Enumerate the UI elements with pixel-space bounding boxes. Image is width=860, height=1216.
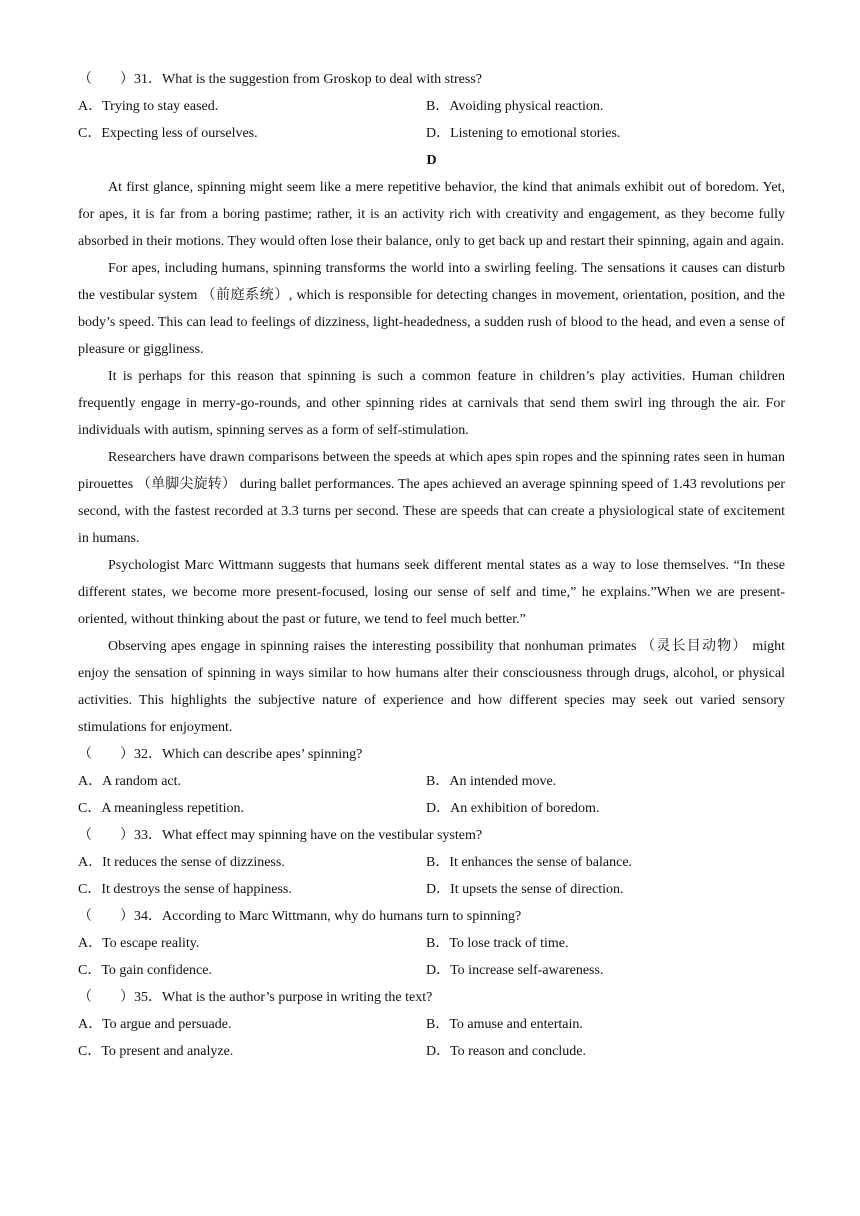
option-d: D．It upsets the sense of direction. — [426, 882, 624, 897]
question-31-options-row-1 — [78, 93, 785, 120]
option-d: D．Listening to emotional stories. — [426, 126, 621, 141]
document-page — [78, 66, 785, 1065]
question-35-options-row-1 — [78, 1011, 785, 1038]
question-31-options-row-2 — [78, 120, 785, 147]
question-33-stem: （ ）33．What effect may spinning have on the vestibular system? — [78, 828, 483, 843]
option-b: B．An intended move. — [426, 774, 557, 789]
question-34-options-row-2 — [78, 957, 785, 984]
option-a: A．A random act. — [78, 774, 182, 789]
option-a: A．Trying to stay eased. — [78, 99, 219, 114]
option-b: B．To lose track of time. — [426, 936, 569, 951]
passage-paragraph-3: It is perhaps for this reason that spinning is such a common feature in children’s play activities. Human children frequently engage in merry-go-rounds, and other spinning rides at carnivals that send them swirl ing through the air. For individuals with autism, spinning serves as a form of self-stimulation. — [78, 369, 785, 438]
option-d: D．To reason and conclude. — [426, 1044, 586, 1059]
option-c: C．To present and analyze. — [78, 1044, 234, 1059]
section-heading: D — [426, 153, 437, 168]
question-32-options-row-1 — [78, 768, 785, 795]
question-33-options-row-1 — [78, 849, 785, 876]
question-34-stem: （ ）34．According to Marc Wittmann, why do humans turn to spinning? — [78, 909, 522, 924]
option-c: C．Expecting less of ourselves. — [78, 126, 258, 141]
question-35-options-row-2 — [78, 1038, 785, 1065]
option-b: B．Avoiding physical reaction. — [426, 99, 604, 114]
option-a: A．To escape reality. — [78, 936, 200, 951]
question-35-stem: （ ）35．What is the author’s purpose in writing the text? — [78, 990, 433, 1005]
passage-paragraph-2: For apes, including humans, spinning transforms the world into a swirling feeling. The sensations it causes can disturb the vestibular system （前庭系统）, which is responsible for detecting changes in movement, orientation, position, and the body’s speed. This can lead to feelings of dizziness, light-headedness, a sudden rush of blood to the head, and even a sense of pleasure or giggliness. — [78, 261, 785, 357]
question-34-options-row-1 — [78, 930, 785, 957]
option-b: B．To amuse and entertain. — [426, 1017, 583, 1032]
option-c: C．A meaningless repetition. — [78, 801, 245, 816]
passage-paragraph-1: At first glance, spinning might seem like a mere repetitive behavior, the kind that animals exhibit out of boredom. Yet, for apes, it is far from a boring pastime; rather, it is an activity rich with creativity and engagement, as they become fully absorbed in their motions. They would often lose their balance, only to get back up and restart their spinning, again and again. — [78, 180, 785, 249]
option-a: A．To argue and persuade. — [78, 1017, 232, 1032]
question-32-stem: （ ）32．Which can describe apes’ spinning? — [78, 747, 363, 762]
option-b: B．It enhances the sense of balance. — [426, 855, 633, 870]
option-d: D．An exhibition of boredom. — [426, 801, 600, 816]
option-c: C．To gain confidence. — [78, 963, 212, 978]
passage-paragraph-6: Observing apes engage in spinning raises the interesting possibility that nonhuman primates （灵长目动物） might enjoy the sensation of spinning in ways similar to how humans alter their consciousness through drugs, alcohol, or physical activities. This highlights the subjective nature of experience and how different species may seek out varied sensory stimulations for enjoyment. — [78, 639, 785, 735]
passage-paragraph-4: Researchers have drawn comparisons between the speeds at which apes spin ropes and the spinning rates seen in human pirouettes （单脚尖旋转） during ballet performances. The apes achieved an average spinning speed of 1.43 revolutions per second, with the fastest recorded at 3.3 turns per second. These are speeds that can create a physiological state of excitement in humans. — [78, 450, 785, 546]
option-c: C．It destroys the sense of happiness. — [78, 882, 292, 897]
option-a: A．It reduces the sense of dizziness. — [78, 855, 285, 870]
question-32-options-row-2 — [78, 795, 785, 822]
question-31-stem: （ ）31．What is the suggestion from Groskop to deal with stress? — [78, 72, 483, 87]
option-d: D．To increase self-awareness. — [426, 963, 604, 978]
question-33-options-row-2 — [78, 876, 785, 903]
passage-paragraph-5: Psychologist Marc Wittmann suggests that humans seek different mental states as a way to lose themselves. “In these different states, we become more present-focused, losing our sense of self and time,” he explains.”When we are present-oriented, without thinking about the past or future, we tend to feel much better.” — [78, 558, 785, 627]
